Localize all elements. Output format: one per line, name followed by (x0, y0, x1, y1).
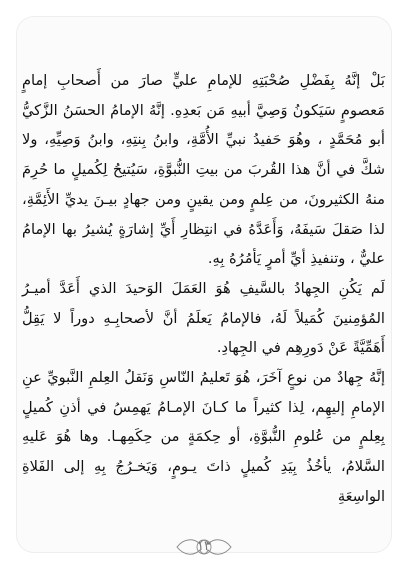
page-number-ornament (172, 535, 236, 559)
paragraph-3: إنَّهُ جِهادٌ من نوعٍ آخَرَ، هُوَ تَعليمُ النّاسِ وَنَقلُ العِلمِ النَّبويِّ عنِ الإمامِ إليهِم، لِذا كثيراً ما كـانَ الإمـامُ يَهمِسُ في أذنِ كُميلٍ بِعِلمٍ من عُلومِ النُّبوَّةِ، أو حِكمَةٍ من حِكَمِهـا. وها هُوَ عَليهِ السَّلامُ، يأخُذُ بِيَدِ كُميلٍ ذاتَ يـومٍ، وَيَخـرُجُ بِهِ إلى الفَلاةِ الواسِعَةِ (22, 369, 385, 505)
paragraph-2: لَم يَكُنِ الجِهادُ بالسَّيفِ هُوَ العَمَلَ الوَحيدَ الذي أَعَدَّ أميـرُ المُؤمِنينَ كُمَيلاً لَهُ، فالإمامُ يَعلَمُ أنَّ لأصحابِـهِ دوراً لا يَقِلُّ أَهَمِّيَّةً عَنْ دَورِهِم في الجِهادِ. (22, 279, 385, 357)
paragraph-1: بَلْ إنَّهُ بِفَضْلِ صُحْبَتِهِ للإمامِ عليٍّ صارَ من أَصحابِ إمامٍ مَعصومٍ سَيَكونُ وَصِيَّ أبيهِ مَن بَعدِهِ. إنَّهُ الإمامُ الحسَنُ الزَّكيُّ أبو مُحَمَّدٍ ، وهُوَ حَفيدُ نبيِّ الأُمَّةِ، وابنُ بِنتِهِ، وابنُ وَصِيِّهِ، ولا شكَّ في أنَّ هذا القُربَ من بيتِ النُّبوَّةِ، سَيُتيحُ لِكُميلٍ ما حُرِمَ منهُ الكثيرونَ، من عِلمٍ ومن يقينٍ ومن جهادٍ بيـنَ يديِّ الأَئِمَّةِ، لذا صَقلَ سَيفَهُ، وَأَعَدَّهُ في انتِظارِ أَيِّ إشارَةٍ يُشيرُ بها الإمامُ عليٌّ ، وتنفيذِ أيِّ أمرٍ يَأمُرُهُ بِهِ. (22, 72, 385, 268)
arabic-text-body (22, 66, 385, 512)
page-number: ١٣ (197, 539, 211, 554)
